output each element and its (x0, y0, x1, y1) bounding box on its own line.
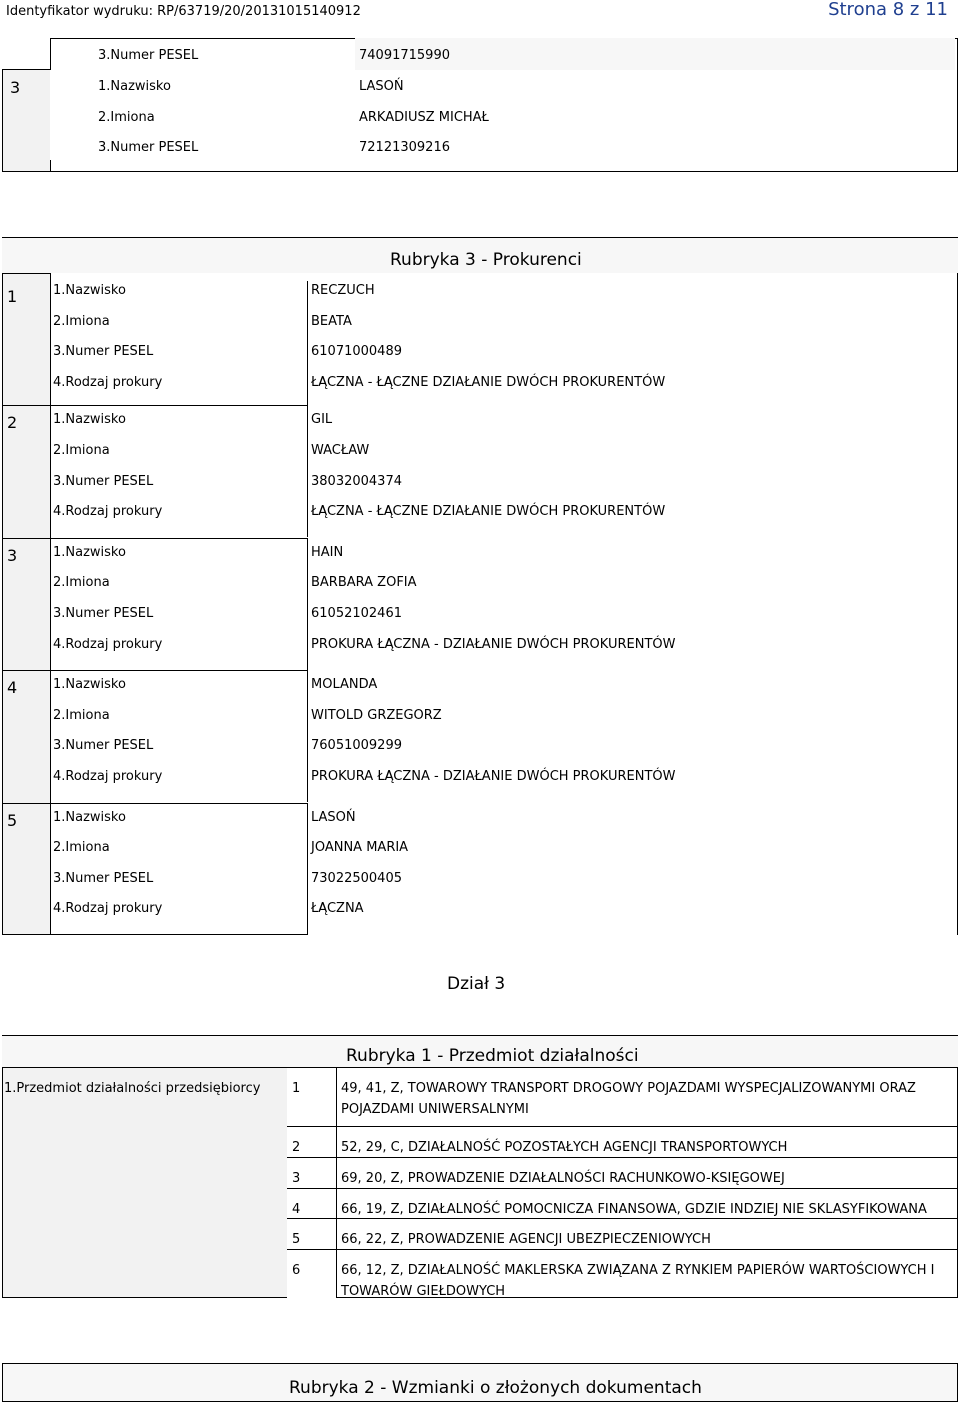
prokurent-rodzaj-label: 4.Rodzaj prokury (53, 769, 163, 784)
top-pesel-value: 74091715990 (359, 48, 450, 63)
prokurent-nazwisko-value: GIL (311, 412, 333, 427)
print-identifier: Identyfikator wydruku: RP/63719/20/20131015140912 (6, 4, 361, 19)
prokurent-imiona-label: 2.Imiona (53, 575, 110, 590)
prokurent-rodzaj-label: 4.Rodzaj prokury (53, 637, 163, 652)
activity-text-line2: POJAZDAMI UNIWERSALNYMI (341, 1102, 529, 1117)
prokurent-pesel-label: 3.Numer PESEL (53, 871, 154, 886)
prokurenci-number-column (2, 273, 51, 935)
prokurent-imiona-label: 2.Imiona (53, 840, 110, 855)
prokurent-rodzaj-value: PROKURA ŁĄCZNA - DZIAŁANIE DWÓCH PROKURENTÓW (311, 769, 676, 784)
prokurent-rodzaj-label: 4.Rodzaj prokury (53, 504, 163, 519)
prokurent-imiona-label: 2.Imiona (53, 708, 110, 723)
prokurent-nazwisko-value: RECZUCH (311, 283, 375, 298)
prokurent-pesel-label: 3.Numer PESEL (53, 738, 154, 753)
activity-text-line1: 66, 22, Z, PROWADZENIE AGENCJI UBEZPIECZENIOWYCH (341, 1232, 711, 1247)
top-imiona-label: 2.Imiona (98, 110, 155, 125)
prokurent-rodzaj-value: ŁĄCZNA - ŁĄCZNE DZIAŁANIE DWÓCH PROKURENTÓW (311, 375, 666, 390)
prokurent-nazwisko-label: 1.Nazwisko (53, 412, 126, 427)
activity-number: 3 (292, 1171, 301, 1186)
prokurent-pesel-value: 38032004374 (311, 474, 402, 489)
activity-row (287, 1067, 958, 1126)
prokurent-values (307, 803, 957, 935)
activity-text-line1: 69, 20, Z, PROWADZENIE DZIAŁALNOŚCI RACHUNKOWO-KSIĘGOWEJ (341, 1171, 785, 1186)
prokurent-pesel-label: 3.Numer PESEL (53, 474, 154, 489)
activity-number: 2 (292, 1140, 301, 1155)
activity-number-cell (287, 1067, 337, 1126)
prokurent-nazwisko-value: LASOŃ (311, 810, 356, 825)
prokurent-imiona-label: 2.Imiona (53, 314, 110, 329)
prokurent-number: 1 (7, 287, 18, 306)
prokurent-pesel-value: 61052102461 (311, 606, 402, 621)
prokurent-imiona-value: WITOLD GRZEGORZ (311, 708, 442, 723)
activity-number: 5 (292, 1232, 301, 1247)
prokurent-nazwisko-label: 1.Nazwisko (53, 810, 126, 825)
top-pesel2-value: 72121309216 (359, 140, 450, 155)
prokurent-pesel-value: 76051009299 (311, 738, 402, 753)
top-pesel2-label: 3.Numer PESEL (98, 140, 199, 155)
activity-text-line1: 49, 41, Z, TOWAROWY TRANSPORT DROGOWY POJAZDAMI WYSPECJALIZOWANYMI ORAZ (341, 1081, 916, 1096)
prokurent-pesel-value: 61071000489 (311, 344, 402, 359)
top-nazwisko-label: 1.Nazwisko (98, 79, 171, 94)
prokurent-number: 3 (7, 546, 18, 565)
prokurent-rodzaj-value: ŁĄCZNA - ŁĄCZNE DZIAŁANIE DWÓCH PROKURENTÓW (311, 504, 666, 519)
prokurent-rodzaj-value: ŁĄCZNA (311, 901, 364, 916)
dzial3-title: Dział 3 (447, 974, 506, 994)
prokurent-imiona-value: WACŁAW (311, 443, 370, 458)
activity-text-line1: 66, 12, Z, DZIAŁALNOŚĆ MAKLERSKA ZWIĄZANA Z RYNKIEM PAPIERÓW WARTOŚCIOWYCH I (341, 1263, 935, 1278)
top-nazwisko-value: LASOŃ (359, 79, 404, 94)
activity-number: 4 (292, 1202, 301, 1217)
prokurent-nazwisko-value: MOLANDA (311, 677, 378, 692)
activity-text-line2: TOWARÓW GIEŁDOWYCH (341, 1284, 506, 1299)
prokurent-pesel-label: 3.Numer PESEL (53, 606, 154, 621)
prokurent-nazwisko-value: HAIN (311, 545, 344, 560)
activity-text-line1: 66, 19, Z, DZIAŁALNOŚĆ POMOCNICZA FINANSOWA, GDZIE INDZIEJ NIE SKLASYFIKOWANA (341, 1202, 927, 1217)
field-label: 1.Przedmiot działalności przedsiębiorcy (4, 1081, 261, 1096)
prokurent-pesel-label: 3.Numer PESEL (53, 344, 154, 359)
top-entry-number: 3 (10, 78, 21, 97)
prokurent-imiona-value: JOANNA MARIA (311, 840, 409, 855)
prokurent-imiona-value: BARBARA ZOFIA (311, 575, 417, 590)
prokurent-nazwisko-label: 1.Nazwisko (53, 283, 126, 298)
prokurenci-title: Rubryka 3 - Prokurenci (390, 250, 582, 270)
prokurent-rodzaj-value: PROKURA ŁĄCZNA - DZIAŁANIE DWÓCH PROKURENTÓW (311, 637, 676, 652)
prokurent-imiona-value: BEATA (311, 314, 352, 329)
top-imiona-value: ARKADIUSZ MICHAŁ (359, 110, 489, 125)
activity-number: 1 (292, 1081, 301, 1096)
prokurent-nazwisko-label: 1.Nazwisko (53, 545, 126, 560)
prokurent-nazwisko-label: 1.Nazwisko (53, 677, 126, 692)
prokurent-number: 5 (7, 811, 18, 830)
prokurent-rodzaj-label: 4.Rodzaj prokury (53, 901, 163, 916)
top-pesel-label: 3.Numer PESEL (98, 48, 199, 63)
activity-text-line1: 52, 29, C, DZIAŁALNOŚĆ POZOSTAŁYCH AGENCJI TRANSPORTOWYCH (341, 1140, 788, 1155)
rubryka2-title: Rubryka 2 - Wzmianki o złożonych dokumentach (289, 1378, 702, 1398)
prokurent-pesel-value: 73022500405 (311, 871, 402, 886)
prokurent-imiona-label: 2.Imiona (53, 443, 110, 458)
field-label-cell (2, 1067, 288, 1298)
prokurent-number: 4 (7, 678, 18, 697)
rubryka1-title: Rubryka 1 - Przedmiot działalności (346, 1046, 639, 1066)
prokurent-rodzaj-label: 4.Rodzaj prokury (53, 375, 163, 390)
print-header (0, 0, 960, 22)
prokurent-number: 2 (7, 413, 18, 432)
page-indicator: Strona 8 z 11 (828, 0, 948, 20)
activity-number: 6 (292, 1263, 301, 1278)
